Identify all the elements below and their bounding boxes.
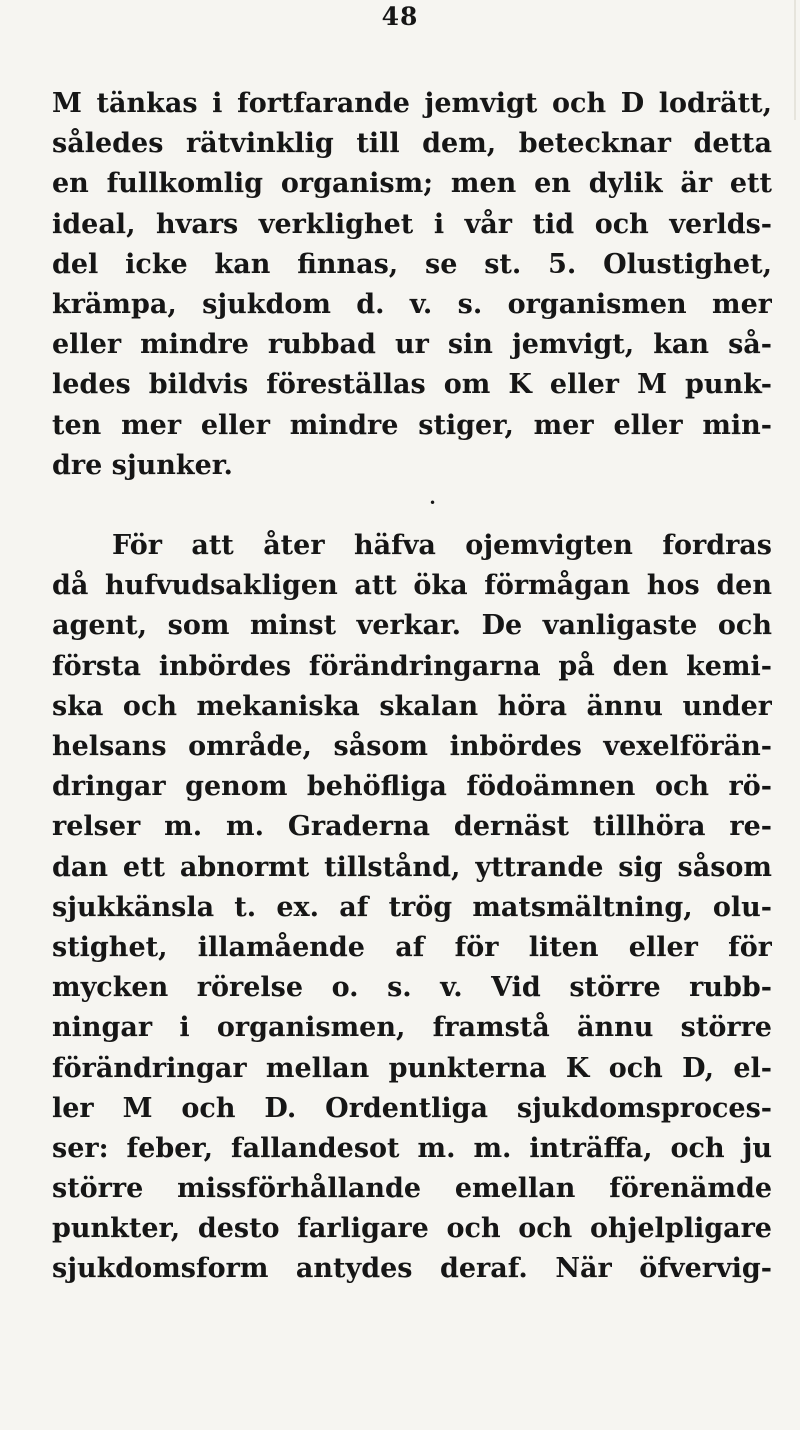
text-line: ideal, hvars verklighet i vår tid och verlds- (52, 208, 772, 240)
text-line: första inbördes förändringarna på den kemi- (52, 650, 772, 682)
text-line: För att åter häfva ojemvigten fordras (112, 530, 772, 562)
text-line: en fullkomlig organism; men en dylik är ett (52, 168, 772, 200)
text-line: större missförhållande emellan förenämde (52, 1173, 772, 1205)
text-line: således rätvinklig till dem, betecknar detta (52, 128, 772, 160)
text-line: punkter, desto farligare och och ohjelpligare (52, 1213, 772, 1245)
text-line: relser m. m. Graderna dernäst tillhöra re- (52, 811, 772, 843)
text-line: dringar genom behöfliga födoämnen och rö- (52, 771, 772, 803)
text-line: mycken rörelse o. s. v. Vid större rubb- (52, 972, 772, 1004)
page-number: 48 (381, 2, 419, 31)
text-line: stighet, illamående af för liten eller för (52, 931, 772, 963)
text-line: M tänkas i fortfarande jemvigt och D lodrätt, (52, 88, 772, 119)
text-line: ledes bildvis föreställas om K eller M punk- (52, 369, 772, 401)
text-line: ska och mekaniska skalan höra ännu under (52, 690, 772, 722)
ornament-dot (52, 486, 772, 526)
paragraph-1 (52, 84, 772, 486)
ornament-glyph: • (429, 495, 437, 510)
text-line: dan ett abnormt tillstånd, yttrande sig såsom (52, 851, 772, 883)
text-line: ler M och D. Ordentliga sjukdomsproces- (52, 1092, 772, 1124)
text-line: helsans område, såsom inbördes vexelförän- (52, 731, 772, 762)
text-line: agent, som minst verkar. De vanligaste och (52, 610, 772, 642)
text-line: eller mindre rubbad ur sin jemvigt, kan så- (52, 329, 772, 361)
text-line: ser: feber, fallandesot m. m. inträffa, och ju (52, 1132, 772, 1164)
text-line: ningar i organismen, framstå ännu större (52, 1012, 772, 1044)
text-line: förändringar mellan punkterna K och D, el- (52, 1052, 772, 1084)
text-line: sjukdomsform antydes deraf. När öfvervig- (52, 1253, 772, 1285)
text-line: då hufvudsakligen att öka förmågan hos den (52, 570, 772, 602)
text-column (52, 84, 772, 1290)
paragraph-2 (52, 526, 772, 1290)
text-line: dre sjunker. (52, 449, 233, 481)
text-line: krämpa, sjukdom d. v. s. organismen mer (52, 288, 772, 320)
text-line: del icke kan finnas, se st. 5. Olustighet, (52, 248, 772, 280)
text-line: sjukkänsla t. ex. af trög matsmältning, olu- (52, 891, 772, 923)
text-line: ten mer eller mindre stiger, mer eller min- (52, 409, 772, 441)
